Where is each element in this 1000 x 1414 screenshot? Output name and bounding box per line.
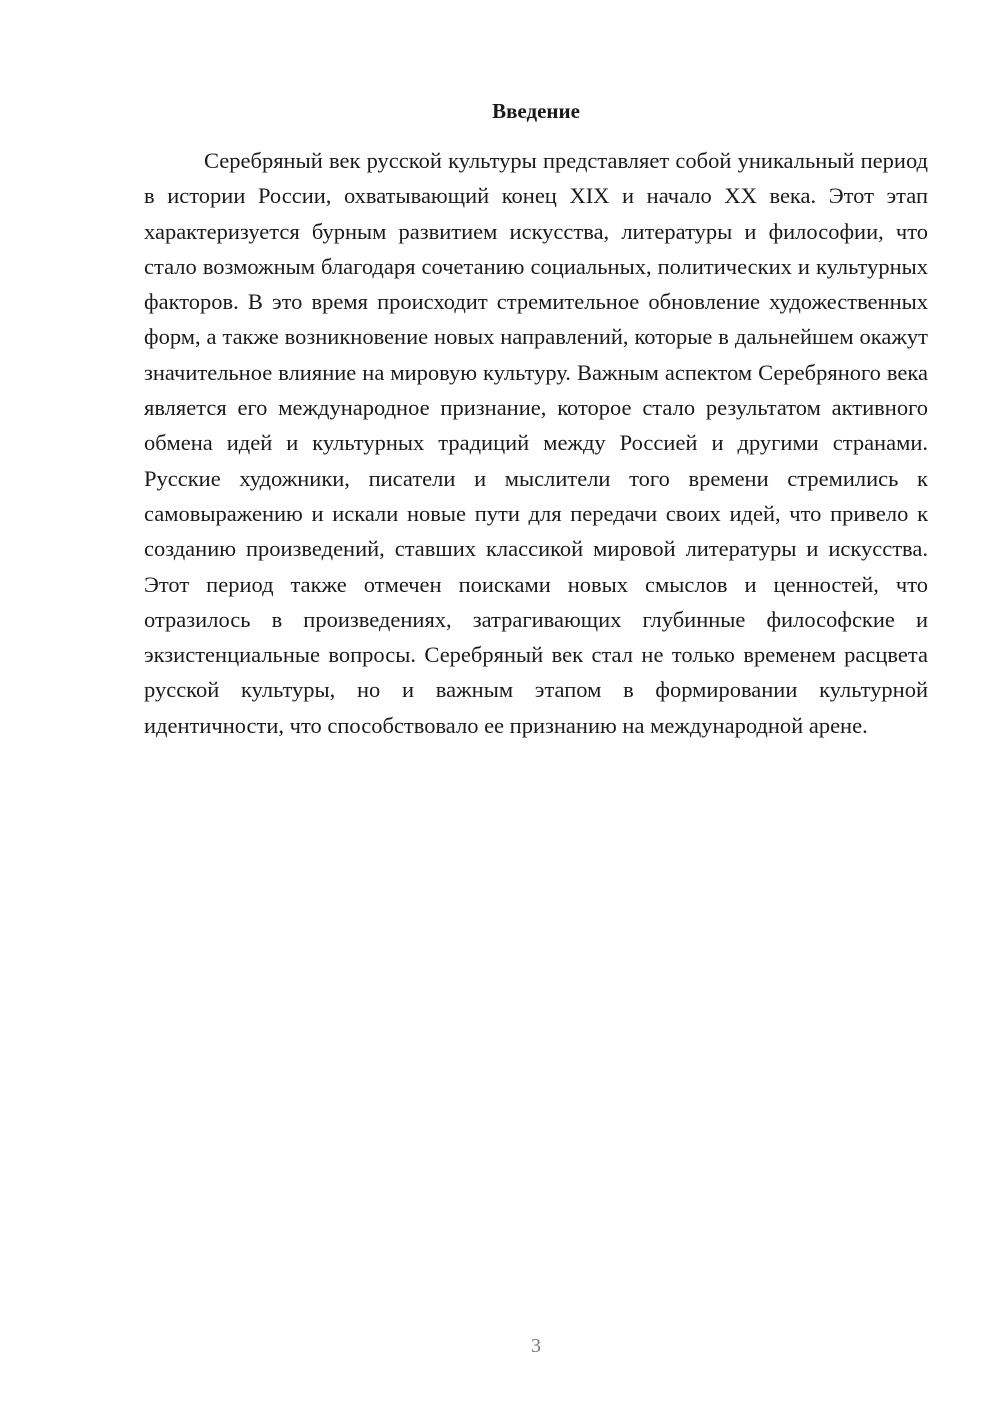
page-number: 3 [531, 1335, 541, 1357]
body-paragraph: Серебряный век русской культуры представляет собой уникальный период в истории России, охватывающий конец XIX и начало XX века. Этот этап характеризуется бурным развитием искусства, литературы и философии, что стало возможным благодаря сочетанию социальных, политических и культурных факторов. В это время происходит стремительное обновление художественных форм, а также возникновение новых направлений, которые в дальнейшем окажут значительное влияние на мировую культуру. Важным аспектом Серебряного века является его международное признание, которое стало результатом активного обмена идей и культурных традиций между Россией и другими странами. Русские художники, писатели и мыслители того времени стремились к самовыражению и искали новые пути для передачи своих идей, что привело к созданию произведений, ставших классикой мировой литературы и искусства. Этот период также отмечен поисками новых смыслов и ценностей, что отразилось в произведениях, затрагивающих глубинные философские и экзистенциальные вопросы. Серебряный век стал не только временем расцвета русской культуры, но и важным этапом в формировании культурной идентичности, что способствовало ее признанию на международной арене. [144, 148, 928, 738]
section-heading: Введение [492, 99, 580, 123]
